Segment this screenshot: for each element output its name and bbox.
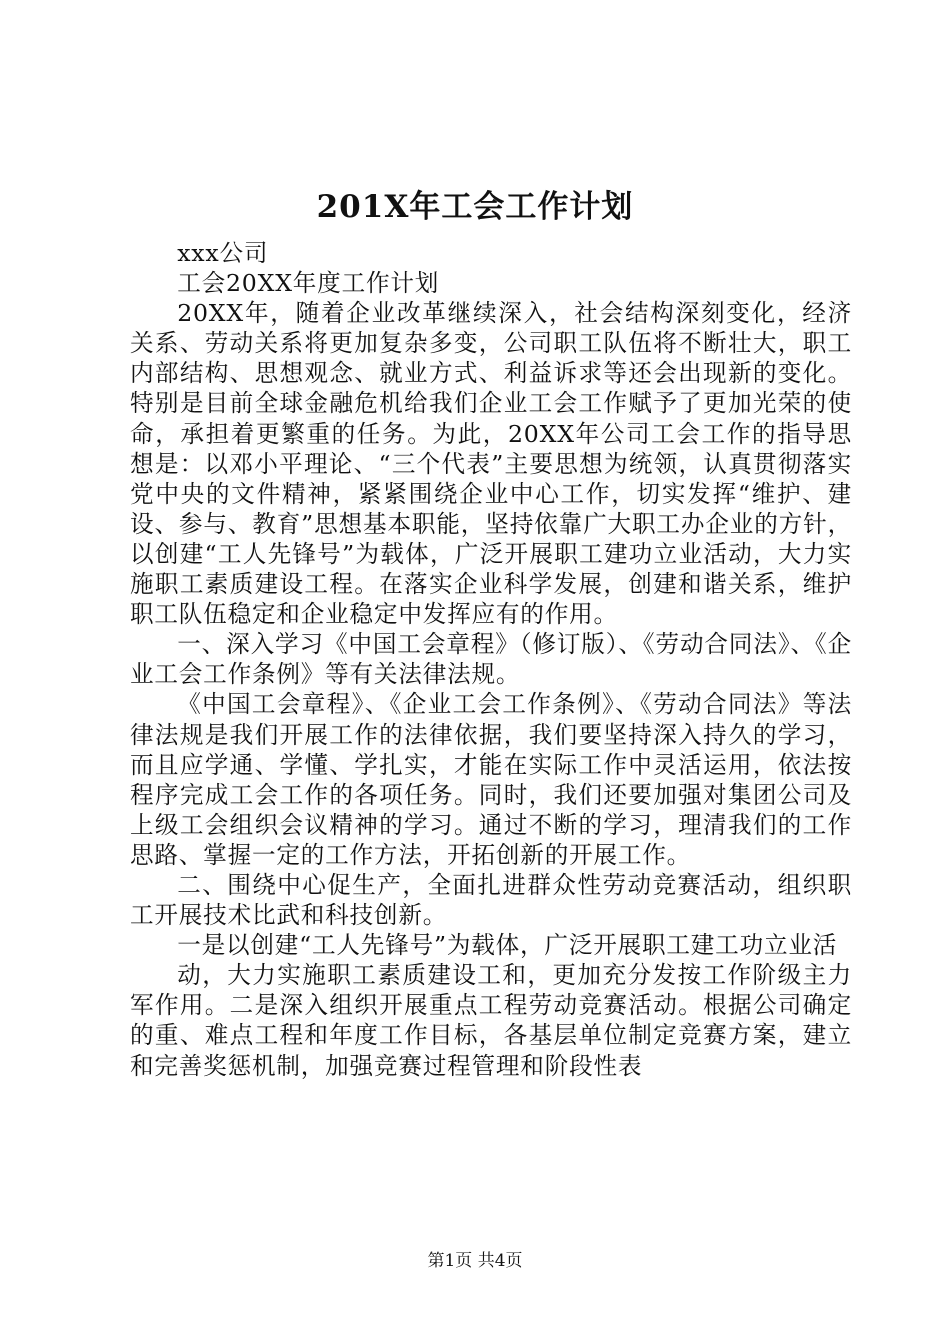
page-footer: 第1页 共4页 — [427, 1251, 523, 1271]
paragraph-plan-heading: 工会20XX年度工作计划 — [177, 269, 440, 298]
document-body — [130, 238, 852, 1081]
paragraph-section-two-item-one: 一是以创建“工人先锋号”为载体，广泛开展职工建工功立业活 — [177, 931, 838, 960]
document-title: 201X年工会工作计划 — [316, 189, 634, 225]
paragraph-section-two-heading: 二、围绕中心促生产，全面扎进群众性劳动竞赛活动，组织职工开展技术比武和科技创新。 — [130, 870, 852, 930]
paragraph-guiding-ideology: 20XX年，随着企业改革继续深入，社会结构深刻变化，经济关系、劳动关系将更加复杂多变，公司职工队伍将不断壮大，职工内部结构、思想观念、就业方式、利益诉求等还会出现新的变化。特别是目前全球金融危机给我们企业工会工作赋予了更加光荣的使命，承担着更繁重的任务。为此，20XX年公司工会工作的指导思想是：以邓小平理论、“三个代表”主要思想为统领，认真贯彻落实党中央的文件精神，紧紧围绕企业中心工作，切实发挥“维护、建设、参与、教育”思想基本职能，坚持依靠广大职工办企业的方针，以创建“工人先锋号”为载体，广泛开展职工建功立业活动，大力实施职工素质建设工程。在落实企业科学发展，创建和谐关系，维护职工队伍稳定和企业稳定中发挥应有的作用。 — [130, 299, 852, 629]
paragraph-section-one-heading: 一、深入学习《中国工会章程》（修订版）、《劳动合同法》、《企业工会工作条例》等有关法律法规。 — [130, 630, 852, 689]
paragraph-section-one-body: 《中国工会章程》、《企业工会工作条例》、《劳动合同法》等法律法规是我们开展工作的法律依据，我们要坚持深入持久的学习，而且应学通、学懂、学扎实，才能在实际工作中灵活运用，依法按程序完成工会工作的各项任务。同时，我们还要加强对集团公司及上级工会组织会议精神的学习。通过不断的学习，理清我们的工作思路、掌握一定的工作方法，开拓创新的开展工作。 — [130, 690, 852, 869]
paragraph-company: xxx公司 — [177, 239, 269, 267]
paragraph-section-two-item-one-cont: 动，大力实施职工素质建设工和，更加充分发按工作阶级主力军作用。二是深入组织开展重点工程劳动竞赛活动。根据公司确定的重、难点工程和年度工作目标，各基层单位制定竞赛方案，建立和完善奖惩机制，加强竞赛过程管理和阶段性表 — [130, 961, 852, 1080]
